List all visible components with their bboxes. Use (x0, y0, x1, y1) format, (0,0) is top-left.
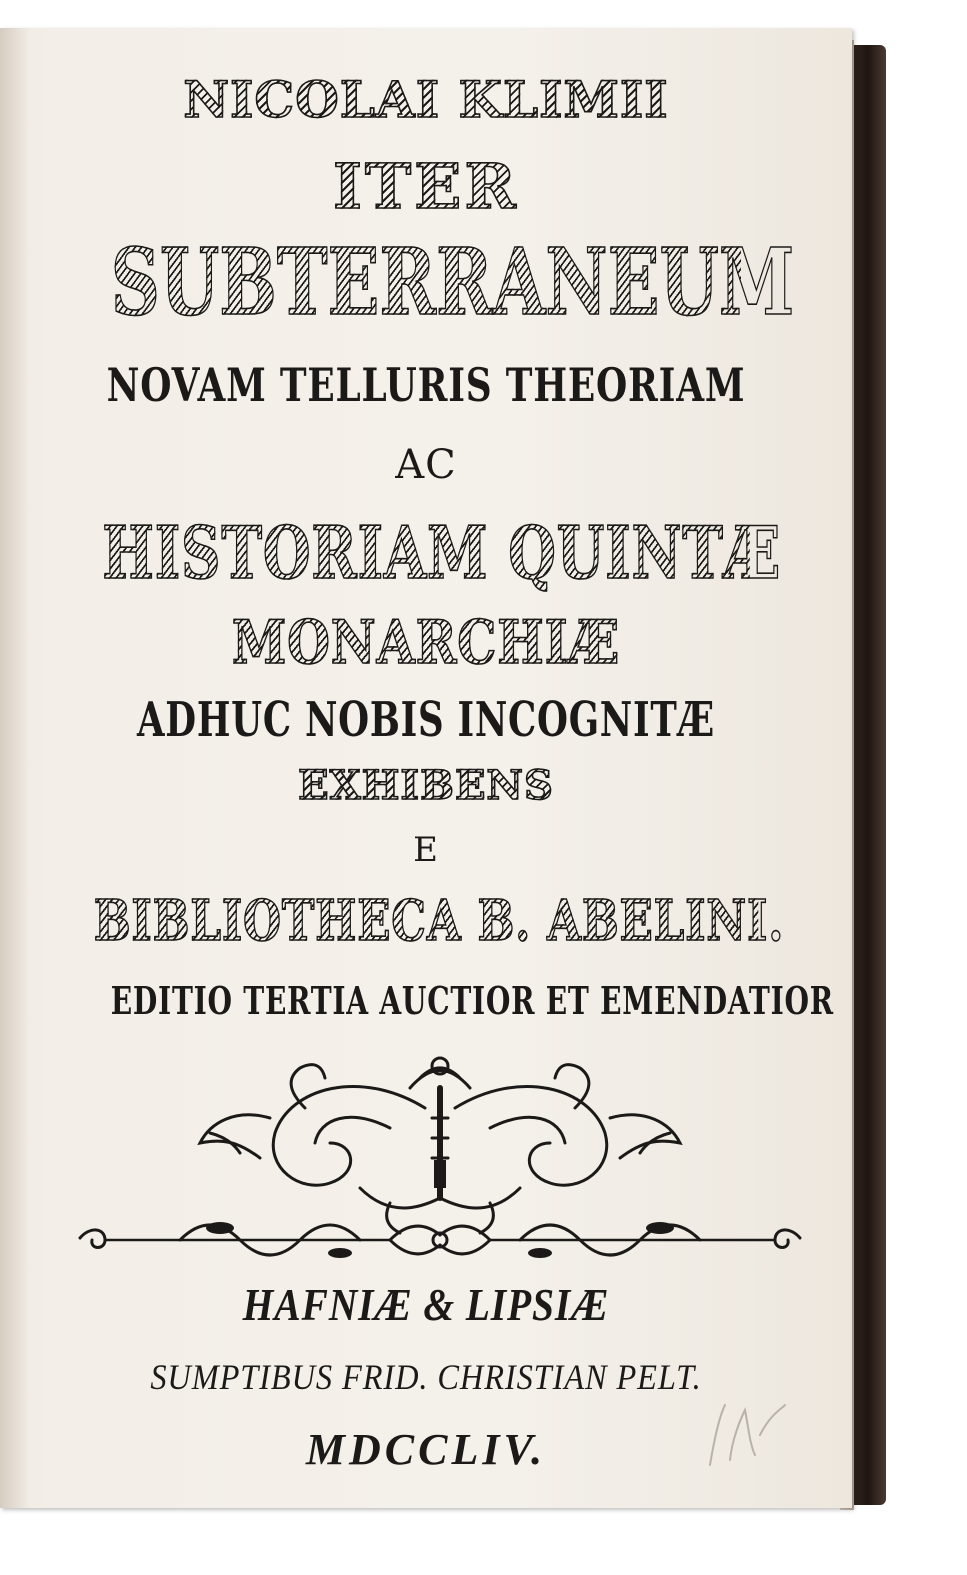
title-page (0, 28, 852, 1508)
subterraneum-line: SUBTERRANEUM (110, 228, 795, 336)
bibliotheca-line: BIBLIOTHECA B. ABELINI. (93, 888, 785, 954)
historiam-line: HISTORIAM QUINTÆ (102, 510, 782, 595)
adhuc-line: ADHUC NOBIS INCOGNITÆ (136, 692, 716, 748)
publisher-line: SUMPTIBUS FRID. CHRISTIAN PELT. (150, 1357, 702, 1397)
editio-line: EDITIO TERTIA AUCTIOR ET EMENDATIOR (110, 978, 834, 1023)
year-line: MDCCLIV. (305, 1425, 547, 1474)
novam-line: NOVAM TELLURIS THEORIAM (106, 358, 746, 412)
iter-line: ITER (0, 150, 852, 223)
e-line: E (413, 830, 439, 870)
exhibens-line: EXHIBENS (0, 762, 852, 809)
author-line: NICOLAI KLIMII (0, 70, 852, 129)
ac-line: AC (395, 442, 457, 488)
place-line: HAFNIÆ & LIPSIÆ (242, 1279, 610, 1330)
monarchiae-line: MONARCHIÆ (77, 608, 776, 678)
floral-ornament-icon (60, 1048, 820, 1278)
pencil-mark-icon (700, 1395, 790, 1475)
